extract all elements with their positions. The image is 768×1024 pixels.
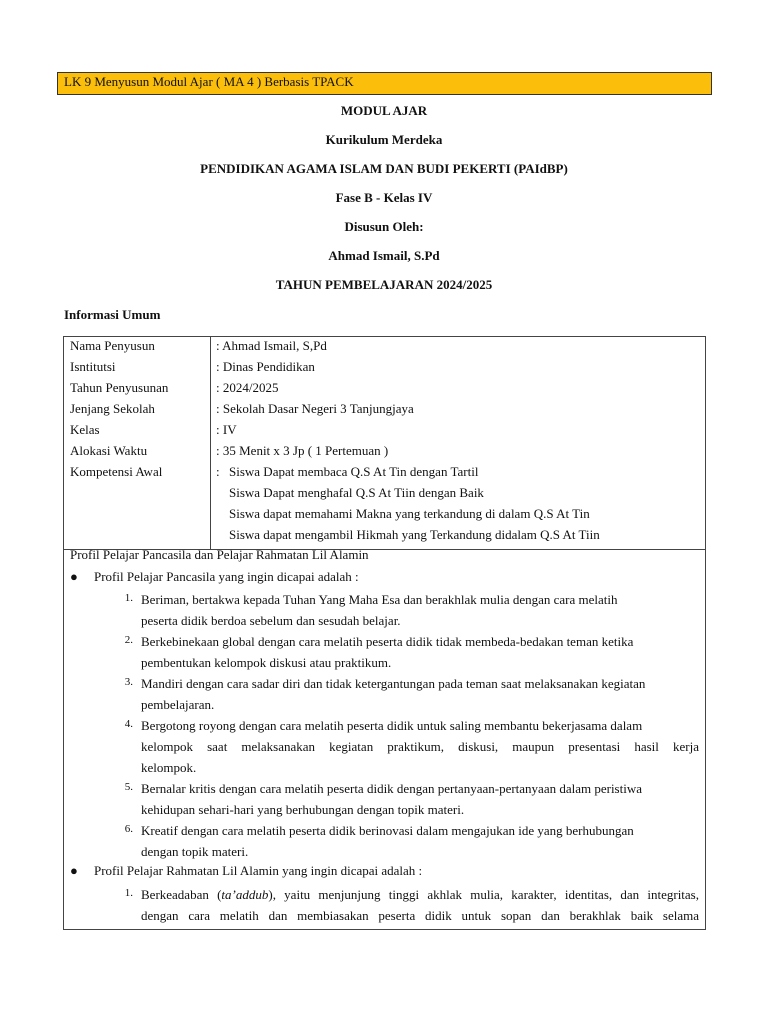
list-number: 5. — [124, 781, 133, 793]
author-label: Disusun Oleh: — [344, 219, 424, 234]
column-divider — [210, 337, 211, 549]
item-line — [141, 884, 699, 905]
info-value: : — [216, 464, 220, 479]
item-line: Kreatif dengan cara melatih peserta didik berinovasi dalam mengajukan ide yang berhubungan — [141, 823, 634, 838]
item-line: Beriman, bertakwa kepada Tuhan Yang Maha Esa dan berakhlak mulia dengan cara melatih — [141, 592, 618, 607]
competency-item: Siswa dapat mengambil Hikmah yang Terkandung didalam Q.S At Tiin — [229, 527, 600, 542]
info-label: Kelas — [70, 422, 100, 437]
section-label-general-info: Informasi Umum — [64, 307, 161, 322]
list-number: 2. — [124, 634, 133, 646]
item-line: kelompok. — [141, 760, 197, 775]
item-line: pembelajaran. — [141, 697, 215, 712]
item-line: Bergotong royong dengan cara melatih peserta didik untuk saling membantu bekerjasama dalam — [141, 718, 643, 733]
info-value: : Dinas Pendidikan — [216, 359, 315, 374]
rahmatan-intro: Profil Pelajar Rahmatan Lil Alamin yang ingin dicapai adalah : — [94, 863, 423, 878]
info-value: : Sekolah Dasar Negeri 3 Tanjungjaya — [216, 401, 414, 416]
info-label: Kompetensi Awal — [70, 464, 163, 479]
item-prefix: Berkeadaban ( — [141, 887, 222, 902]
item-italic-term: ta’addub — [221, 887, 269, 902]
info-label: Jenjang Sekolah — [70, 401, 155, 416]
info-value: : Ahmad Ismail, S,Pd — [216, 338, 327, 353]
worksheet-banner: LK 9 Menyusun Modul Ajar ( MA 4 ) Berbasis TPACK — [57, 72, 712, 95]
item-line: Mandiri dengan cara sadar diri dan tidak ketergantungan pada teman saat melaksanakan kegiatan — [141, 676, 646, 691]
item-line: Bernalar kritis dengan cara melatih peserta didik dengan pertanyaan-pertanyaan dalam peristiwa — [141, 781, 643, 796]
bullet-icon: ● — [70, 863, 78, 878]
list-number: 3. — [124, 676, 133, 688]
competency-item: Siswa Dapat menghafal Q.S At Tiin dengan Baik — [229, 485, 484, 500]
info-value: : 35 Menit x 3 Jp ( 1 Pertemuan ) — [216, 443, 389, 458]
item-suffix: ), yaitu menjunjung tinggi akhlak mulia, karakter, identitas, dan integritas, — [268, 887, 699, 902]
item-line: kelompok saat melaksanakan kegiatan praktikum, diskusi, maupun presentasi hasil kerja — [141, 739, 699, 754]
bullet-icon: ● — [70, 569, 78, 584]
list-item — [141, 778, 699, 820]
list-item — [141, 715, 699, 778]
item-line: kehidupan sehari-hari yang berhubungan dengan topik materi. — [141, 802, 465, 817]
author-name: Ahmad Ismail, S.Pd — [328, 248, 440, 263]
document-title: MODUL AJAR — [340, 103, 428, 118]
pancasila-intro: Profil Pelajar Pancasila yang ingin dicapai adalah : — [94, 569, 359, 584]
info-value: : 2024/2025 — [216, 380, 279, 395]
list-number: 4. — [124, 718, 133, 730]
item-line: dengan topik materi. — [141, 844, 249, 859]
phase-heading: Fase B - Kelas IV — [335, 190, 433, 205]
list-item — [141, 631, 699, 673]
list-item — [141, 673, 699, 715]
competency-item: Siswa dapat memahami Makna yang terkandung di dalam Q.S At Tin — [229, 506, 590, 521]
list-number: 1. — [124, 592, 133, 604]
academic-year: TAHUN PEMBELAJARAN 2024/2025 — [275, 277, 493, 292]
list-number: 6. — [124, 823, 133, 835]
curriculum-heading: Kurikulum Merdeka — [325, 132, 443, 147]
item-line: dengan cara melatih dan membiasakan peserta didik untuk sopan dan berakhlak baik selama — [141, 908, 699, 923]
list-number: 1. — [124, 887, 133, 899]
general-info-row — [64, 337, 705, 550]
list-item — [141, 820, 699, 862]
info-value: : IV — [216, 422, 237, 437]
info-label: Alokasi Waktu — [70, 443, 148, 458]
info-label: Tahun Penyusunan — [70, 380, 169, 395]
competency-item: Siswa Dapat membaca Q.S At Tin dengan Tartil — [229, 464, 479, 479]
item-line: peserta didik berdoa sebelum dan sesudah belajar. — [141, 613, 401, 628]
info-label: Isntitutsi — [70, 359, 116, 374]
list-item — [141, 884, 699, 926]
profile-section-title: Profil Pelajar Pancasila dan Pelajar Rahmatan Lil Alamin — [70, 547, 369, 562]
module-info-table — [63, 336, 706, 930]
list-item — [141, 589, 699, 631]
info-label: Nama Penyusun — [70, 338, 155, 353]
item-line: Berkebinekaan global dengan cara melatih peserta didik tidak membeda-bedakan teman ketika — [141, 634, 634, 649]
subject-heading: PENDIDIKAN AGAMA ISLAM DAN BUDI PEKERTI (PAIdBP) — [200, 161, 568, 176]
item-line: pembentukan kelompok diskusi atau praktikum. — [141, 655, 392, 670]
